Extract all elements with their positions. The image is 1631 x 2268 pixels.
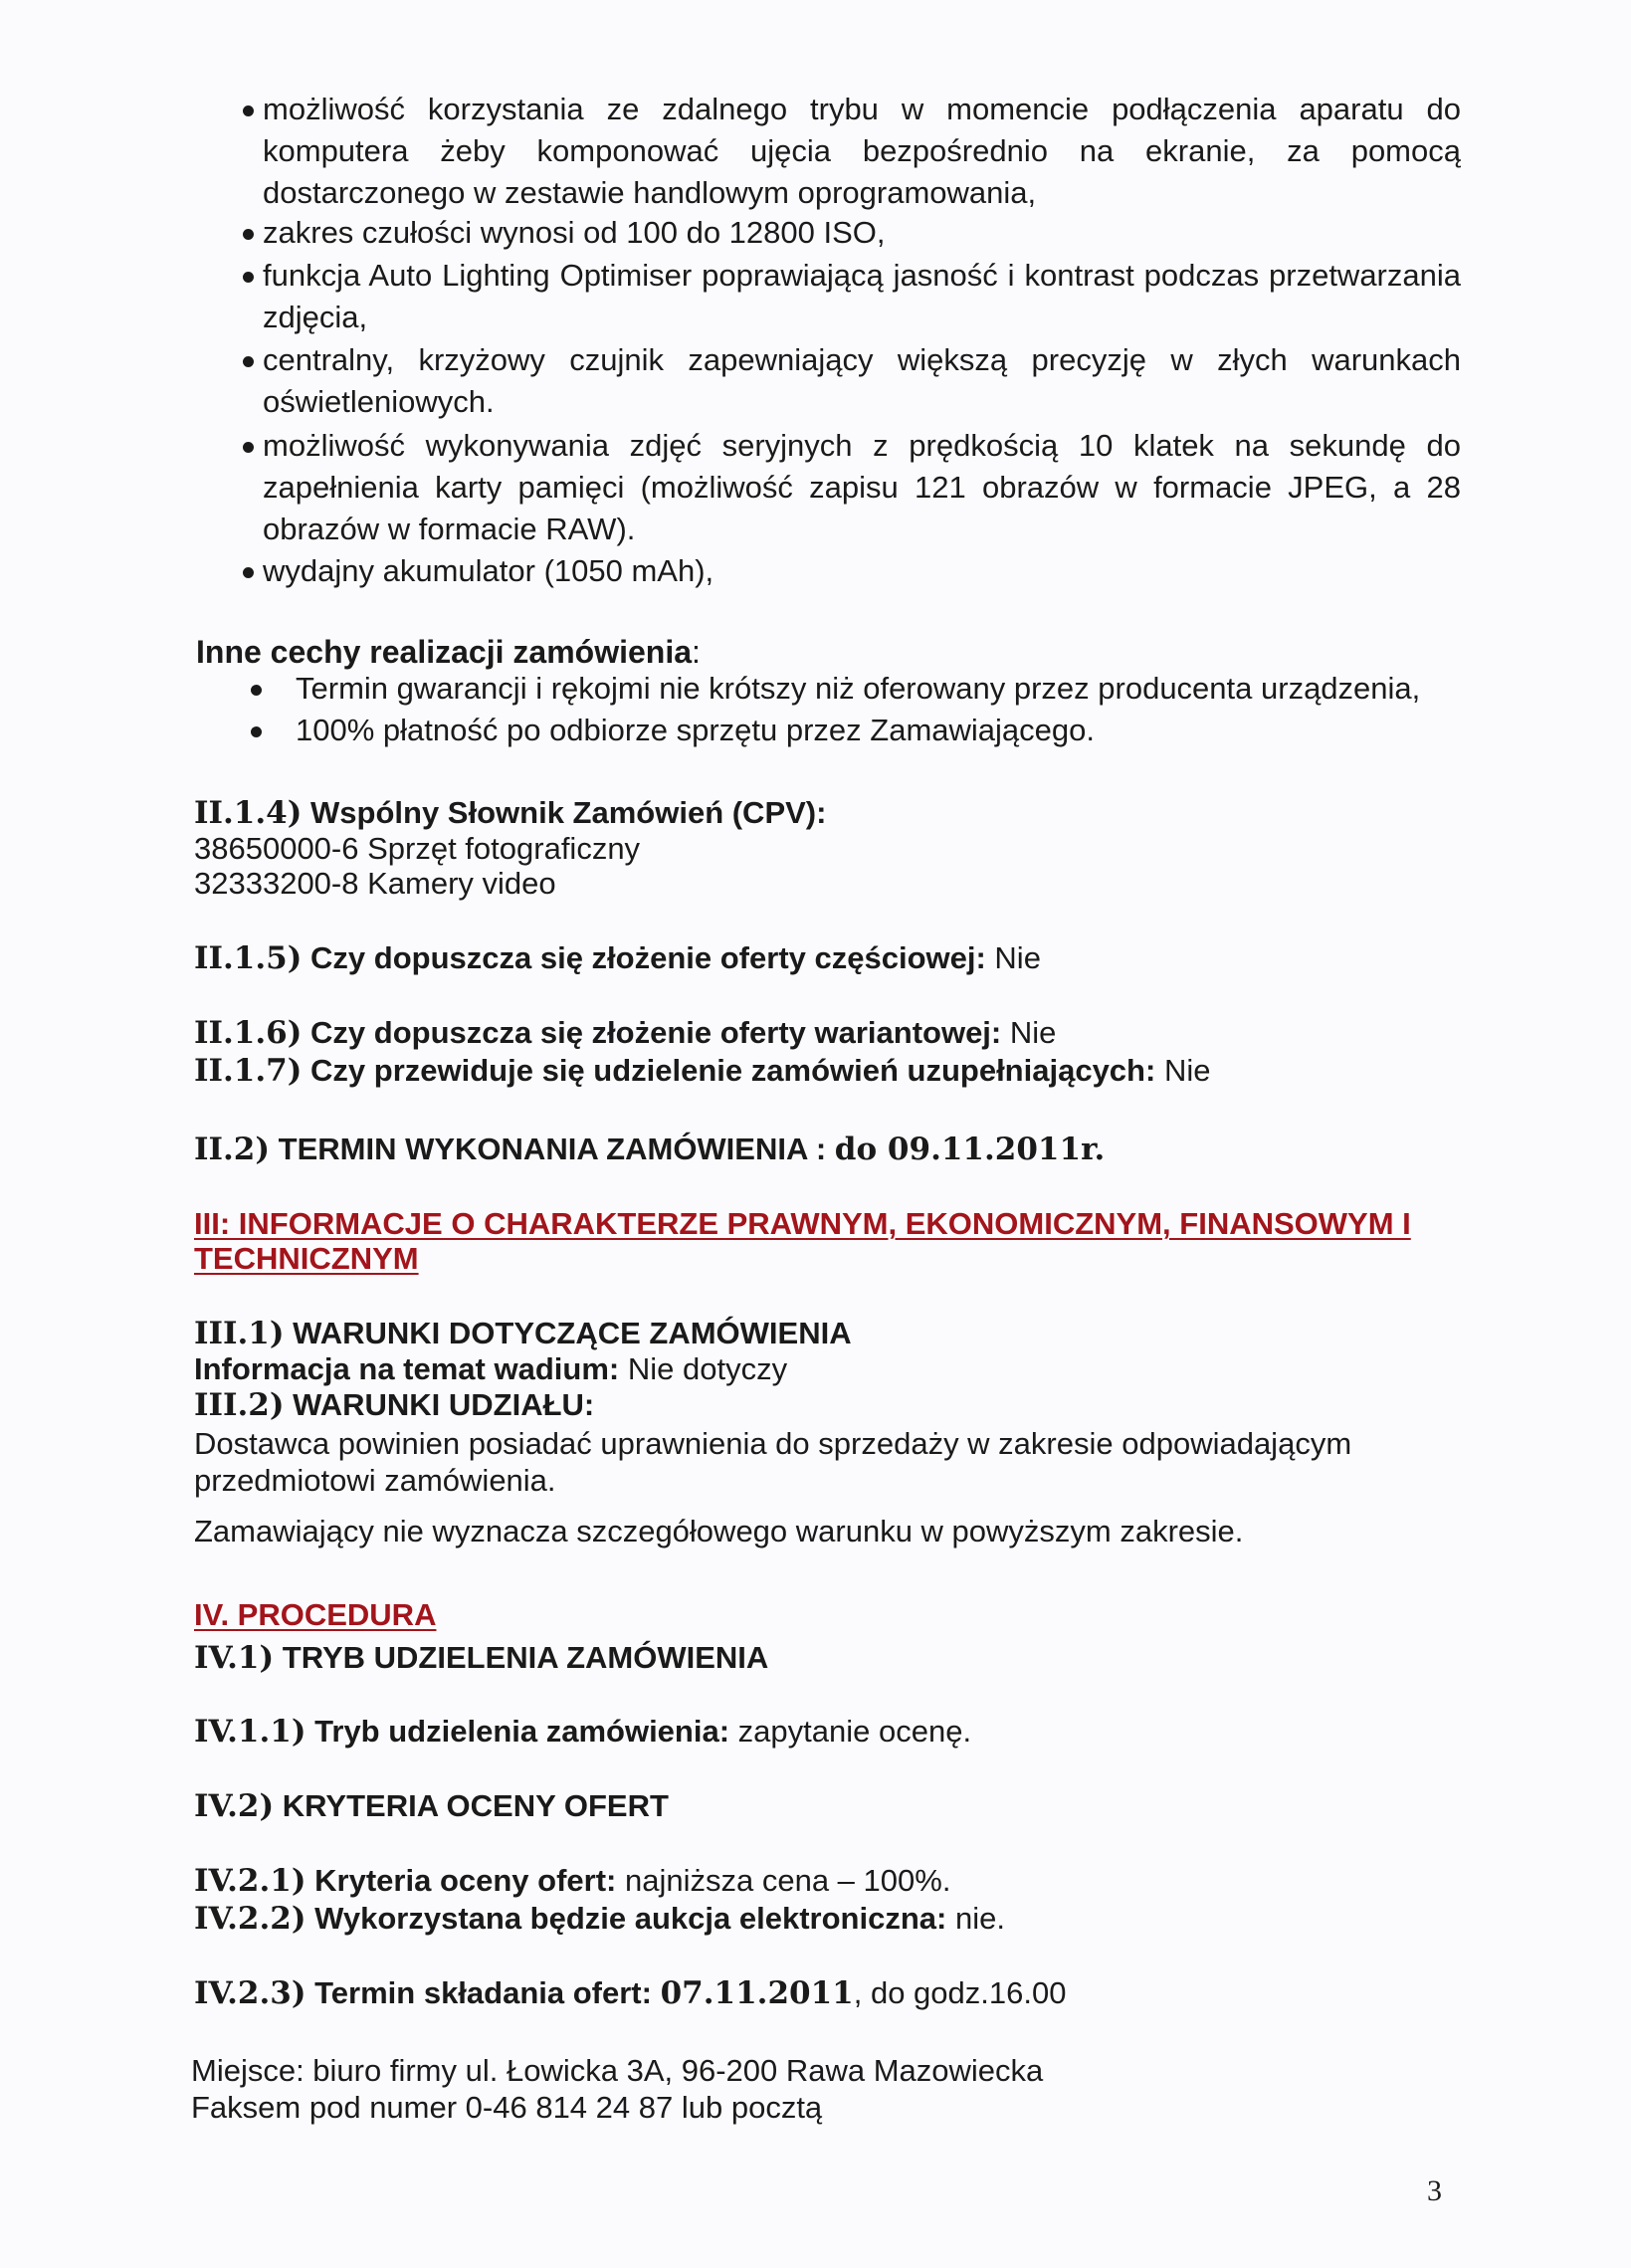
list-item [263,89,1461,214]
page-number: 3 [1427,2174,1442,2207]
evaluation-criteria-row: IV.2.1) Kryteria oceny ofert: najniższa cena – 100%. [194,1863,951,1899]
conditions-paragraph-continued: przedmiotowi zamówienia. [194,1463,556,1498]
submission-place: Miejsce: biuro firmy ul. Łowicka 3A, 96-200 Rawa Mazowiecka [191,2053,1044,2088]
bullet-icon [251,685,262,696]
bullet-icon [243,442,254,453]
list-item [296,710,1490,751]
section-3-heading-continued: TECHNICZNYM [194,1241,419,1276]
list-item [263,550,1461,592]
bullet-icon [243,105,254,116]
list-item [263,212,1461,254]
partial-offer-row: II.1.5) Czy dopuszcza się złożenie oferty częściowej: Nie [194,940,1041,976]
conditions-note: Zamawiający nie wyznacza szczegółowego warunku w powyższym zakresie. [194,1514,1244,1548]
bullet-icon [243,567,254,578]
other-features-heading: Inne cechy realizacji zamówienia: [196,634,701,670]
cpv-heading: II.1.4) Wspólny Słownik Zamówień (CPV): [194,795,827,831]
list-item-text: centralny, krzyżowy czujnik zapewniający większą precyzję w złych warunkach oświetleniowych. [263,342,1461,419]
section-3-1-heading: III.1) WARUNKI DOTYCZĄCE ZAMÓWIENIA [194,1316,852,1351]
section-3-heading: III: INFORMACJE O CHARAKTERZE PRAWNYM, EKONOMICZNYM, FINANSOWYM I [194,1206,1411,1241]
list-item [296,668,1490,710]
electronic-auction-row: IV.2.2) Wykorzystana będzie aukcja elektroniczna: nie. [194,1901,1005,1937]
bullet-icon [243,272,254,283]
cpv-code: 32333200-8 Kamery video [194,866,556,901]
list-item-text: możliwość wykonywania zdjęć seryjnych z prędkością 10 klatek na sekundę do zapełnienia karty pamięci (możliwość zapisu 121 obrazów w formacie JPEG, a 28 obrazów w formacie RAW). [263,428,1461,546]
completion-term-row: II.2) TERMIN WYKONANIA ZAMÓWIENIA : do 09.11.2011r. [194,1132,1106,1167]
list-item [263,339,1461,423]
list-item-text: zakres czułości wynosi od 100 do 12800 ISO, [263,215,886,250]
wadium-row: Informacja na temat wadium: Nie dotyczy [194,1351,788,1386]
section-4-1-heading: IV.1) TRYB UDZIELENIA ZAMÓWIENIA [194,1640,769,1676]
submission-fax: Faksem pod numer 0-46 814 24 87 lub pocztą [191,2090,823,2125]
variant-offer-row: II.1.6) Czy dopuszcza się złożenie oferty wariantowej: Nie [194,1015,1057,1051]
list-item [263,425,1461,550]
section-4-heading: IV. PROCEDURA [194,1597,437,1632]
list-item [263,255,1461,338]
list-item-text: Termin gwarancji i rękojmi nie krótszy niż oferowany przez producenta urządzenia, [296,671,1421,706]
bullet-icon [243,356,254,367]
conditions-paragraph: Dostawca powinien posiadać uprawnienia do sprzedaży w zakresie odpowiadającym [194,1426,1352,1461]
supplementary-orders-row: II.1.7) Czy przewiduje się udzielenie zamówień uzupełniających: Nie [194,1053,1211,1089]
bullet-icon [243,229,254,240]
list-item-text: możliwość korzystania ze zdalnego trybu w momencie podłączenia aparatu do komputera żeby komponować ujęcia bezpośrednio na ekranie, za pomocą dostarczonego w zestawie handlowym oprogramowania, [263,92,1461,210]
cpv-code: 38650000-6 Sprzęt fotograficzny [194,831,641,866]
list-item-text: funkcja Auto Lighting Optimiser poprawiającą jasność i kontrast podczas przetwarzania zdjęcia, [263,258,1461,334]
bullet-icon [251,726,262,737]
list-item-text: 100% płatność po odbiorze sprzętu przez Zamawiającego. [296,713,1096,747]
section-4-2-heading: IV.2) KRYTERIA OCENY OFERT [194,1788,669,1824]
offer-deadline-row: IV.2.3) Termin składania ofert: 07.11.2011, do godz.16.00 [194,1975,1067,2011]
list-item-text: wydajny akumulator (1050 mAh), [263,553,714,588]
section-3-2-heading: III.2) WARUNKI UDZIAŁU: [194,1387,595,1423]
procedure-mode-row: IV.1.1) Tryb udzielenia zamówienia: zapytanie ocenę. [194,1714,972,1750]
